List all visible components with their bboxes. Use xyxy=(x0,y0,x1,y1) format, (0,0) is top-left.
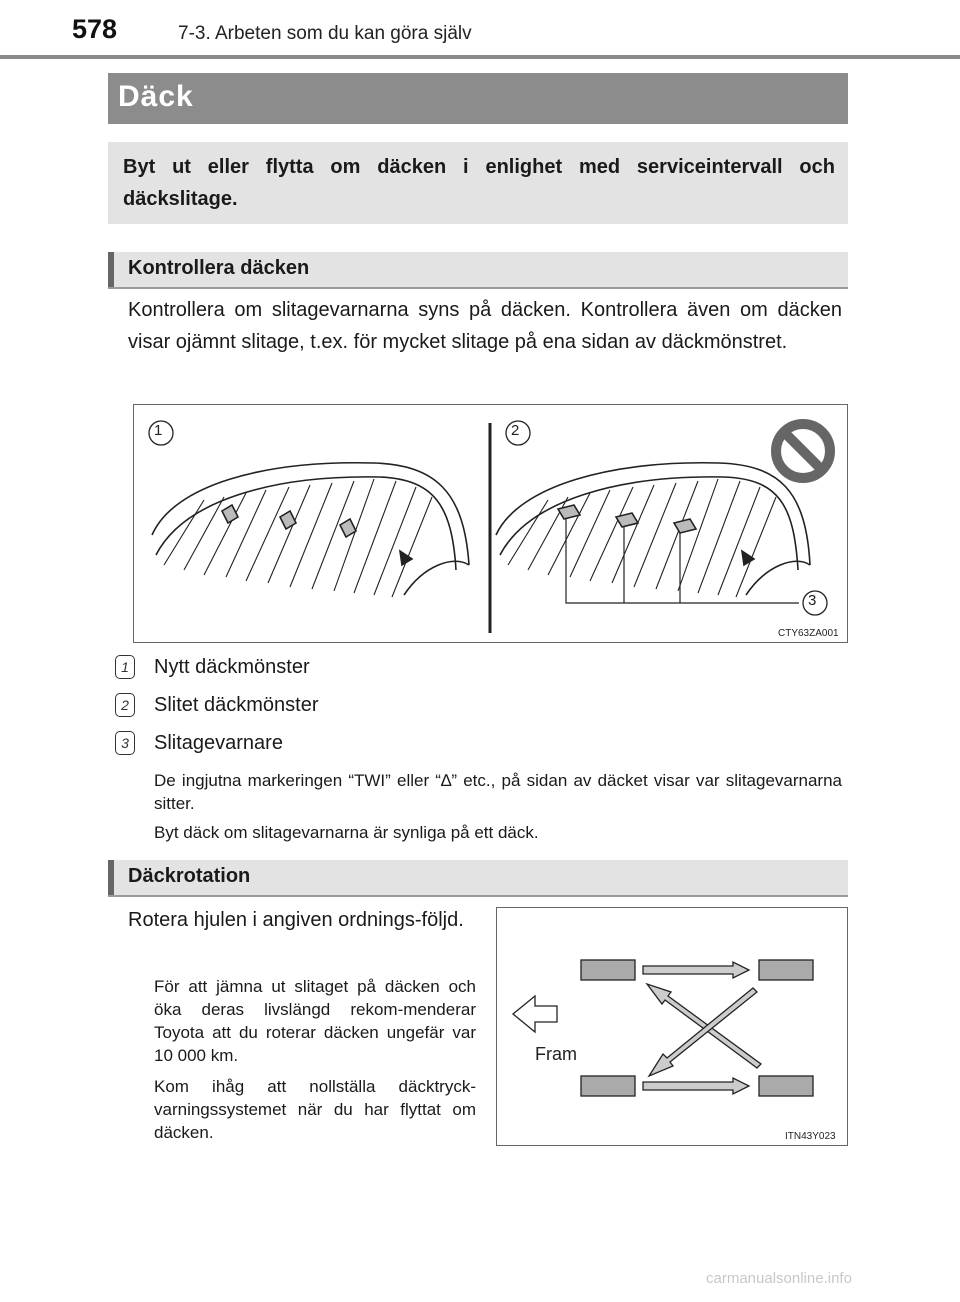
tire-wear-figure xyxy=(133,404,848,643)
legend-number-1: 1 xyxy=(115,655,135,679)
chapter-title: 7-3. Arbeten som du kan göra själv xyxy=(178,23,472,44)
legend-number-3: 3 xyxy=(115,731,135,755)
legend-label-2: Slitet däckmönster xyxy=(154,694,319,716)
tire-rotation-figure xyxy=(496,907,848,1146)
tire1-indicator-b xyxy=(280,511,296,529)
figure-code: ITN43Y023 xyxy=(785,1131,836,1142)
figure-callout-1: 1 xyxy=(154,422,163,439)
figure-code: CTY63ZA001 xyxy=(778,628,839,639)
tire2-outline xyxy=(496,463,810,565)
section-heading-rotation xyxy=(108,860,848,895)
legend-label-3: Slitagevarnare xyxy=(154,732,283,754)
section1-note-2: Byt däck om slitagevarnarna är synliga på ett däck. xyxy=(154,823,539,842)
section1-note-1: De ingjutna markeringen “TWI” eller “∆” etc., på sidan av däcket visar var slitagevarnarna sitter. xyxy=(154,771,842,813)
tire-front-left xyxy=(581,960,635,980)
tire1-triangle-mark xyxy=(400,551,412,565)
intro-text: Byt ut eller flytta om däcken i enlighet med serviceintervall och däckslitage. xyxy=(123,156,835,210)
front-label: Fram xyxy=(535,1044,577,1064)
section1-body: Kontrollera om slitagevarnarna syns på däcken. Kontrollera även om däcken visar ojämnt slitage, t.ex. för mycket slitage på ena sidan av däckmönstret. xyxy=(128,299,842,353)
watermark: carmanualsonline.info xyxy=(706,1270,852,1287)
arrow-front xyxy=(643,962,749,978)
front-arrow-icon xyxy=(513,996,557,1032)
page-number: 578 xyxy=(72,14,118,44)
section-heading-kontrollera xyxy=(108,252,848,287)
arrow-rear xyxy=(643,1078,749,1094)
figure-callout-3: 3 xyxy=(808,592,817,609)
header-rule xyxy=(0,55,960,59)
figure-callout-2: 2 xyxy=(511,422,520,439)
tire-rear-right xyxy=(759,1076,813,1096)
arrow-diagonal-down xyxy=(649,988,757,1076)
page-title: Däck xyxy=(118,80,194,113)
section-heading-label: Däckrotation xyxy=(128,865,251,887)
section2-note-2: Kom ihåg att nollställa däcktryck-varningssystemet när du har flyttat om däcken. xyxy=(154,1077,476,1142)
tire2-triangle-mark xyxy=(742,551,754,565)
tire2-indicator-b xyxy=(616,513,638,527)
tire1-indicator-c xyxy=(340,519,356,537)
tire1-indicator-a xyxy=(222,505,238,523)
section2-body: Rotera hjulen i angiven ordnings-följd. xyxy=(128,909,464,931)
section2-note-1: För att jämna ut slitaget på däcken och öka deras livslängd rekom-menderar Toyota att du roterar däcken ungefär var 10 000 km. xyxy=(154,977,476,1065)
tire-rear-left xyxy=(581,1076,635,1096)
tire-wear-illustration xyxy=(134,405,846,641)
tire-rotation-diagram xyxy=(497,908,846,1144)
title-bar xyxy=(108,73,848,124)
section-heading-label: Kontrollera däcken xyxy=(128,257,310,279)
legend-number-2: 2 xyxy=(115,693,135,717)
tire-front-right xyxy=(759,960,813,980)
legend-label-1: Nytt däckmönster xyxy=(154,656,310,678)
prohibition-slash xyxy=(784,432,822,470)
heading-rule xyxy=(108,287,848,289)
tire2-indicator-c xyxy=(674,519,696,533)
tire1-outline xyxy=(152,463,469,565)
heading-rule xyxy=(108,895,848,897)
tire2-indicator-a xyxy=(558,505,580,519)
